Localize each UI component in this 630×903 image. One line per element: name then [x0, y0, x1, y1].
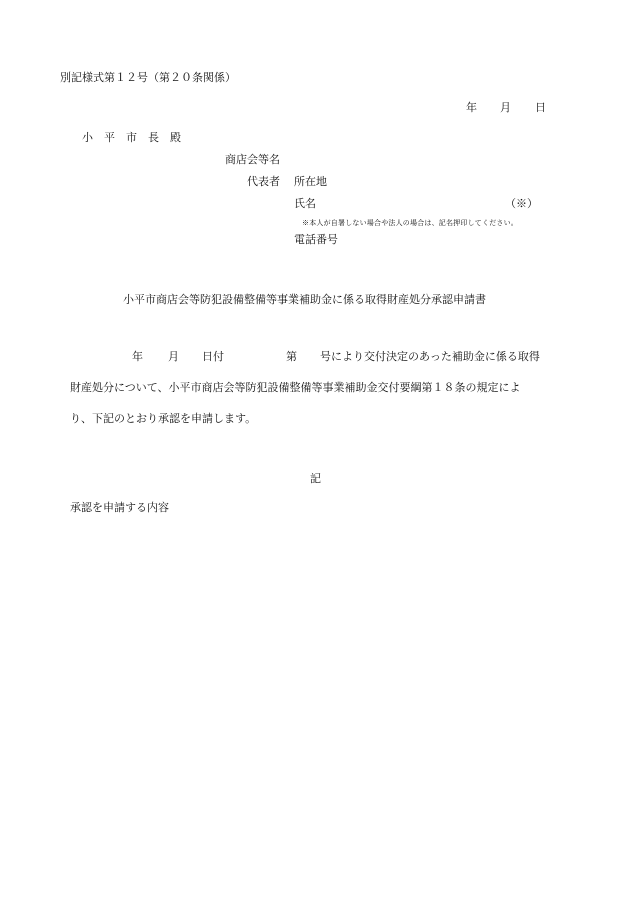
- body-line2-text: 財産処分について、小平市商店会等防犯設備整備等事業補助金交付要綱第１８条の規定によ: [70, 381, 521, 394]
- address-label: 所在地: [294, 175, 327, 188]
- content-label: 承認を申請する内容: [70, 501, 169, 514]
- phone-label: 電話番号: [294, 233, 338, 246]
- name-label: 氏名: [294, 197, 316, 210]
- association-name-label: 商店会等名: [225, 153, 280, 166]
- representative-label: 代表者: [247, 175, 280, 188]
- date-day-label: 日: [535, 101, 546, 114]
- document-title: 小平市商店会等防犯設備整備等事業補助金に係る取得財産処分承認申請書: [123, 293, 486, 306]
- addressee: 小 平 市 長 殿: [82, 131, 181, 144]
- body-year-label: 年: [132, 350, 143, 363]
- body-day-label: 日付: [202, 350, 224, 363]
- body-month-label: 月: [168, 350, 179, 363]
- seal-note: ※本人が自署しない場合や法人の場合は、記名押印してください。: [302, 219, 518, 227]
- body-line3-text: り、下記のとおり承認を申請します。: [70, 412, 257, 425]
- seal-mark: （※）: [505, 197, 538, 210]
- date-month-label: 月: [500, 101, 511, 114]
- ki-heading: 記: [310, 472, 321, 485]
- date-year-label: 年: [466, 101, 477, 114]
- body-number-prefix: 第: [286, 350, 297, 363]
- body-line1-text: 号により交付決定のあった補助金に係る取得: [320, 350, 540, 363]
- form-number: 別記様式第１２号（第２０条関係）: [60, 71, 236, 84]
